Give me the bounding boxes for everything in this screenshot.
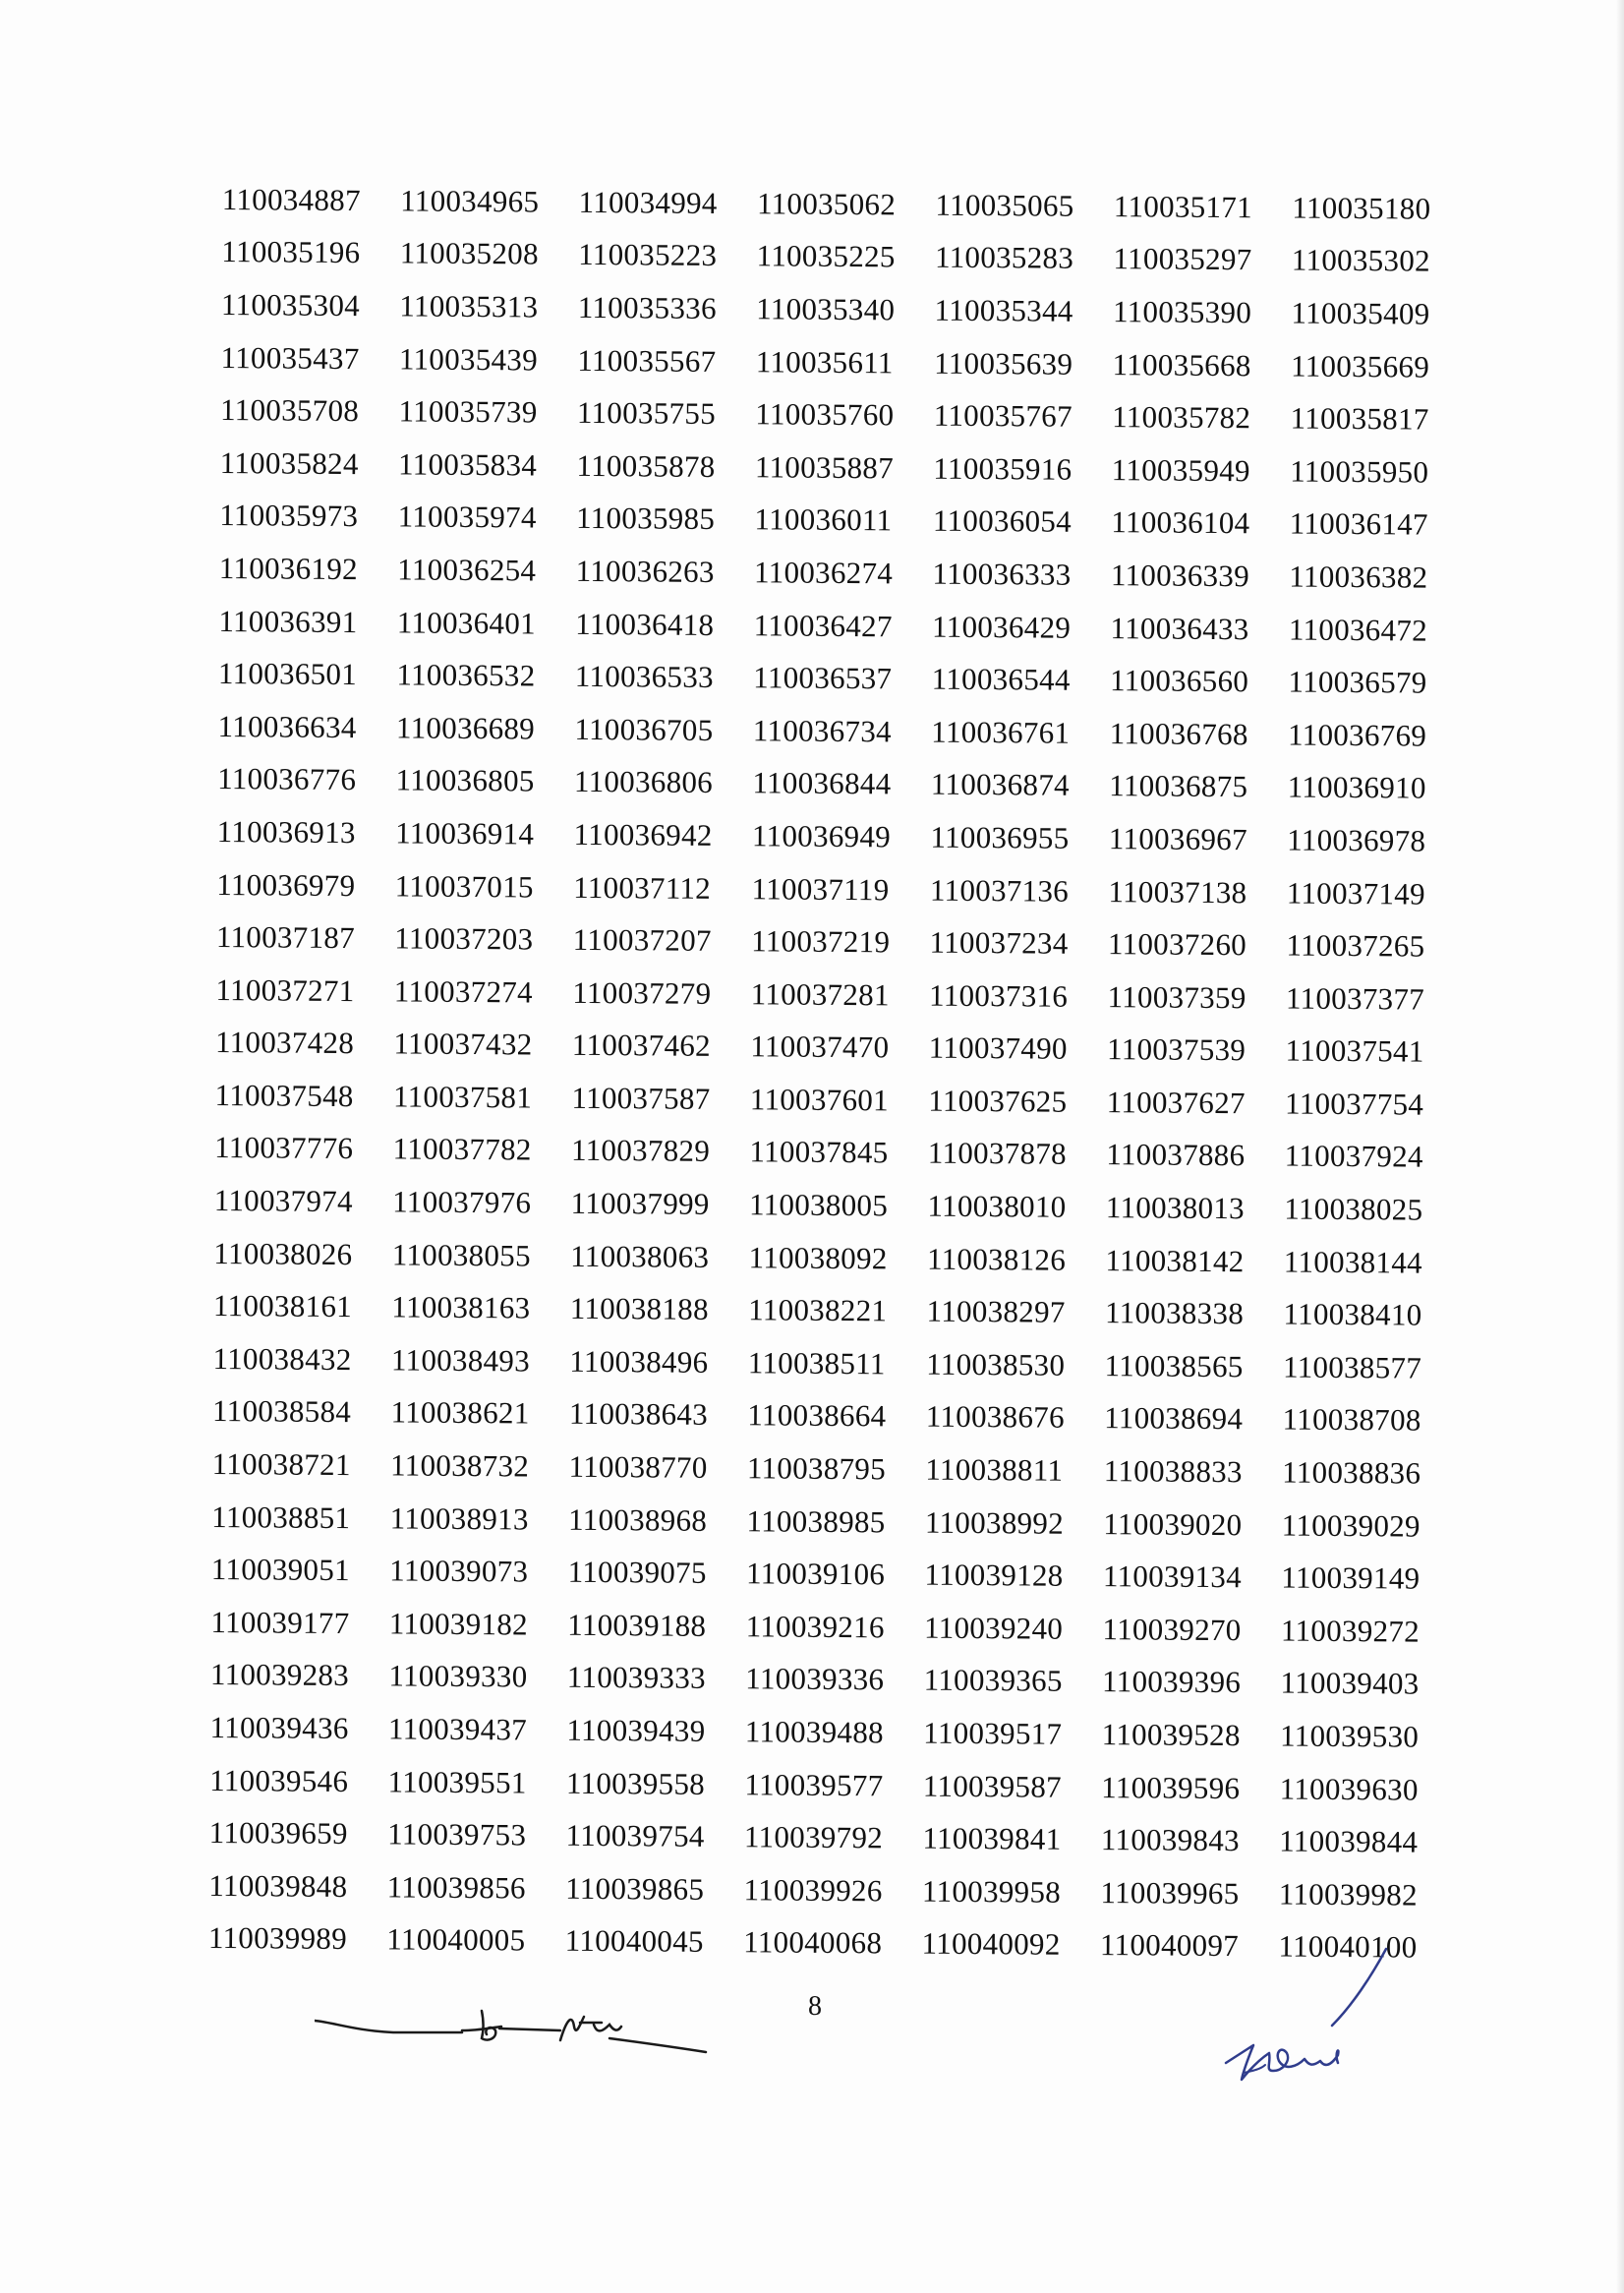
roll-number-cell: 110037587 — [571, 1080, 711, 1116]
roll-number-cell: 110037136 — [929, 872, 1070, 909]
roll-number-cell: 110036339 — [1110, 558, 1250, 594]
roll-number-cell: 110035974 — [397, 499, 537, 535]
table-row — [216, 858, 1465, 921]
roll-number-cell: 110039020 — [1103, 1505, 1243, 1542]
roll-number-cell: 110039149 — [1281, 1559, 1421, 1596]
table-row — [221, 278, 1470, 341]
roll-number-cell: 110038708 — [1282, 1401, 1421, 1439]
roll-number-cell: 110035760 — [755, 396, 895, 433]
roll-number-cell: 110039754 — [565, 1818, 705, 1854]
roll-number-cell: 110037187 — [215, 919, 356, 956]
roll-number-cell: 110039272 — [1280, 1613, 1421, 1649]
roll-number-cell: 110039106 — [745, 1556, 886, 1592]
roll-number-cell: 110036955 — [930, 819, 1070, 855]
roll-number-cell: 110037234 — [929, 924, 1069, 961]
roll-number-cell: 110040005 — [386, 1921, 526, 1958]
roll-number-cell: 110039051 — [210, 1552, 351, 1588]
table-row — [209, 1701, 1458, 1764]
roll-number-cell: 110035065 — [935, 187, 1074, 223]
roll-number-cell: 110035180 — [1292, 190, 1431, 226]
roll-number-cell: 110039856 — [386, 1869, 526, 1906]
roll-number-cell: 110039073 — [389, 1553, 529, 1589]
roll-number-cell: 110038511 — [747, 1345, 886, 1382]
roll-number-cell: 110035225 — [756, 238, 896, 274]
roll-number-cell: 110038055 — [391, 1237, 531, 1273]
table-row — [209, 1754, 1458, 1817]
roll-number-cell: 110039365 — [923, 1663, 1063, 1699]
roll-number-cell: 110038432 — [212, 1340, 352, 1377]
table-row — [215, 1016, 1464, 1079]
roll-number-cell: 110038584 — [211, 1393, 352, 1430]
roll-number-cell: 110038063 — [570, 1238, 710, 1274]
roll-number-cell: 110036427 — [753, 607, 893, 643]
roll-number-cell: 110038221 — [748, 1292, 888, 1328]
roll-number-cell: 110035313 — [399, 288, 539, 324]
roll-number-cell: 110036942 — [573, 816, 713, 853]
roll-number-cell: 110038493 — [390, 1342, 531, 1379]
roll-number-cell: 110037260 — [1107, 926, 1247, 963]
roll-number-cell: 110034887 — [221, 181, 361, 217]
roll-number-cell: 110036382 — [1289, 559, 1428, 595]
table-row — [208, 1859, 1457, 1922]
table-row — [210, 1596, 1459, 1659]
roll-number-cell: 110036391 — [218, 603, 358, 639]
roll-number-cell: 110037316 — [929, 977, 1069, 1014]
roll-number-cell: 110038297 — [926, 1293, 1066, 1330]
roll-number-cell: 110039396 — [1101, 1664, 1242, 1700]
roll-number-cell: 110039792 — [743, 1819, 884, 1855]
roll-number-cell: 110035196 — [221, 234, 361, 270]
roll-number-cell: 110039075 — [567, 1555, 707, 1591]
roll-number-cell: 110037279 — [572, 974, 712, 1011]
roll-number-cell: 110037976 — [392, 1184, 532, 1220]
roll-number-cell: 110036913 — [216, 813, 356, 851]
roll-number-cell: 110036429 — [931, 609, 1072, 645]
roll-number-cell: 110035668 — [1112, 346, 1251, 382]
roll-number-cell: 110038126 — [926, 1241, 1067, 1277]
roll-number-cell: 110037490 — [928, 1029, 1068, 1067]
roll-number-cell: 110038496 — [569, 1343, 709, 1380]
roll-number-cell: 110039134 — [1102, 1558, 1243, 1595]
roll-number-cell: 110036634 — [217, 708, 357, 744]
roll-number-cell: 110039128 — [924, 1557, 1064, 1593]
roll-number-cell: 110039488 — [744, 1714, 885, 1750]
roll-number-cell: 110040045 — [564, 1923, 704, 1960]
roll-number-cell: 110035878 — [576, 447, 716, 484]
roll-number-cell: 110035304 — [220, 286, 361, 323]
left-signature — [315, 2001, 708, 2070]
table-row — [217, 805, 1466, 868]
table-row — [219, 542, 1468, 605]
roll-number-cell: 110039659 — [208, 1815, 348, 1852]
roll-number-cell: 110039958 — [921, 1873, 1062, 1910]
roll-number-cell: 110035567 — [577, 342, 717, 379]
roll-number-cell: 110034994 — [578, 184, 718, 220]
roll-number-cell: 110039558 — [565, 1765, 706, 1801]
roll-number-cell: 110039216 — [745, 1609, 885, 1645]
scan-edge — [1616, 0, 1624, 2293]
table-row — [211, 1438, 1460, 1500]
roll-number-cell: 110038676 — [925, 1399, 1065, 1436]
table-row — [221, 226, 1470, 289]
roll-number-cell: 110035344 — [934, 292, 1073, 328]
roll-number-cell: 110037829 — [570, 1133, 711, 1169]
roll-number-cell: 110038005 — [748, 1187, 889, 1223]
roll-number-cell: 110037776 — [214, 1130, 354, 1166]
roll-number-cell: 110038161 — [212, 1288, 353, 1324]
roll-number-cell: 110036401 — [396, 604, 537, 641]
right-signature — [1214, 1947, 1401, 2104]
roll-number-cell: 110036761 — [931, 714, 1071, 750]
roll-number-cell: 110035824 — [219, 444, 359, 481]
roll-number-cell: 110037924 — [1284, 1139, 1423, 1175]
roll-number-cell: 110038338 — [1104, 1295, 1245, 1331]
roll-number-cell: 110036537 — [753, 660, 893, 696]
roll-number-cell: 110035949 — [1111, 451, 1250, 488]
roll-number-cell: 110038992 — [924, 1504, 1065, 1541]
roll-number-cell: 110034965 — [400, 183, 540, 219]
table-row — [211, 1543, 1460, 1606]
roll-number-cell: 110038577 — [1282, 1349, 1422, 1385]
roll-number-cell: 110040092 — [921, 1926, 1061, 1963]
roll-number-cell: 110035817 — [1290, 400, 1429, 437]
roll-number-cell: 110035669 — [1290, 348, 1430, 384]
roll-number-cell: 110038025 — [1284, 1191, 1423, 1227]
roll-number-cell: 110040097 — [1099, 1927, 1240, 1964]
roll-number-cell: 110037377 — [1285, 980, 1425, 1017]
roll-number-cell: 110038795 — [746, 1450, 887, 1487]
table-row — [216, 911, 1465, 973]
roll-number-cell: 110039439 — [566, 1712, 706, 1748]
roll-number-cell: 110036254 — [397, 552, 537, 588]
roll-number-cell: 110038144 — [1283, 1244, 1423, 1280]
roll-number-cell: 110035062 — [756, 186, 897, 222]
roll-number-cell: 110037539 — [1107, 1031, 1247, 1068]
roll-number-cell: 110036263 — [575, 553, 715, 589]
table-row — [220, 383, 1469, 446]
roll-number-cell: 110035973 — [219, 498, 359, 534]
roll-number-cell: 110039844 — [1279, 1823, 1419, 1859]
roll-number-cell: 110039182 — [388, 1606, 529, 1642]
roll-number-cell: 110035782 — [1112, 399, 1251, 436]
roll-number-cell: 110036979 — [216, 866, 356, 903]
roll-number-cell: 110037754 — [1284, 1086, 1424, 1122]
table-row — [219, 490, 1468, 553]
table-row — [212, 1332, 1461, 1395]
roll-number-cell: 110038643 — [568, 1396, 709, 1433]
roll-number-cell: 110035208 — [399, 235, 539, 271]
roll-number-cell: 110037271 — [215, 971, 355, 1008]
roll-number-cell: 110037138 — [1108, 873, 1247, 910]
roll-number-cell: 110039188 — [567, 1607, 707, 1643]
table-row — [212, 1385, 1461, 1448]
roll-number-cell: 110039982 — [1278, 1876, 1419, 1912]
roll-number-cell: 110036967 — [1108, 821, 1248, 857]
table-row — [222, 173, 1471, 236]
roll-number-cell: 110037974 — [213, 1183, 353, 1219]
table-row — [217, 700, 1466, 763]
roll-number-cell: 110036104 — [1111, 504, 1250, 541]
table-row — [213, 1279, 1462, 1342]
roll-number-cell: 110039965 — [1100, 1874, 1240, 1911]
table-row — [209, 1806, 1458, 1869]
roll-number-cell: 110036949 — [751, 818, 892, 854]
roll-number-cell: 110039587 — [922, 1768, 1063, 1804]
roll-number-cell: 110036433 — [1110, 610, 1249, 646]
roll-number-cell: 110037112 — [573, 869, 712, 906]
roll-number-cell: 110039551 — [387, 1763, 527, 1800]
roll-number-cell: 110035439 — [398, 340, 539, 378]
roll-number-cell: 110037625 — [928, 1083, 1068, 1119]
roll-number-cell: 110036579 — [1288, 664, 1427, 700]
roll-number-cell: 110038010 — [927, 1188, 1067, 1224]
roll-number-cell: 110036844 — [752, 765, 892, 801]
roll-number-cell: 110035297 — [1113, 241, 1252, 277]
roll-number-cell: 110038721 — [211, 1446, 351, 1483]
roll-number-cell: 110038163 — [391, 1289, 531, 1325]
table-row — [219, 437, 1468, 500]
roll-number-cell: 110039577 — [744, 1766, 884, 1802]
roll-number-cell: 110038410 — [1283, 1296, 1422, 1332]
roll-number-cell: 110038770 — [568, 1448, 708, 1485]
roll-number-cell: 110035708 — [219, 392, 360, 429]
roll-number-cell: 110037470 — [750, 1029, 890, 1065]
roll-number-cell: 110036914 — [395, 815, 535, 852]
roll-number-cell: 110035171 — [1113, 188, 1253, 225]
roll-number-cell: 110036689 — [395, 710, 536, 746]
roll-number-cell: 110037274 — [393, 973, 534, 1010]
roll-number-cell: 110038621 — [390, 1394, 530, 1431]
roll-number-cell: 110038188 — [569, 1291, 709, 1327]
roll-number-cell: 110039630 — [1279, 1771, 1419, 1807]
roll-number-cell: 110038026 — [213, 1235, 353, 1271]
roll-number-cell: 110039865 — [565, 1870, 705, 1907]
roll-number-cell: 110037601 — [749, 1082, 890, 1118]
roll-number-cell: 110035950 — [1290, 453, 1429, 490]
roll-number-cell: 110037999 — [570, 1185, 710, 1222]
roll-number-cell: 110038732 — [389, 1447, 530, 1484]
roll-number-cell: 110036054 — [932, 503, 1073, 540]
roll-number-cell: 110039177 — [210, 1604, 350, 1640]
roll-number-cell: 110039841 — [922, 1820, 1062, 1856]
roll-number-cell: 110037845 — [749, 1134, 889, 1170]
roll-number-cell: 110039270 — [1102, 1611, 1242, 1648]
roll-number-cell: 110038664 — [747, 1397, 887, 1434]
table-row — [214, 1122, 1463, 1185]
roll-number-cell: 110035336 — [577, 289, 717, 325]
roll-number-cell: 110039240 — [923, 1610, 1064, 1646]
roll-number-cell: 110037878 — [927, 1136, 1068, 1172]
roll-number-cell: 110039530 — [1279, 1718, 1420, 1754]
roll-number-cell: 110037627 — [1106, 1084, 1246, 1121]
roll-number-cell: 110036875 — [1109, 768, 1248, 804]
roll-number-cell: 110038811 — [925, 1451, 1064, 1488]
roll-number-cell: 110035887 — [754, 449, 895, 486]
roll-number-cell: 110038851 — [211, 1499, 351, 1535]
roll-number-cell: 110039926 — [743, 1872, 883, 1909]
roll-number-cell: 110038968 — [567, 1501, 708, 1538]
roll-number-cell: 110036274 — [753, 555, 894, 591]
roll-number-cell: 110039843 — [1100, 1822, 1241, 1858]
table-row — [214, 1174, 1463, 1237]
roll-number-cell: 110039336 — [745, 1661, 885, 1697]
roll-number-cell: 110037432 — [393, 1026, 533, 1062]
roll-number-cell: 110035916 — [933, 450, 1073, 487]
roll-number-cell: 110039517 — [923, 1715, 1063, 1751]
roll-number-cell: 110037886 — [1106, 1137, 1246, 1173]
roll-number-cell: 110037015 — [394, 867, 534, 905]
roll-number-cell: 110036532 — [396, 657, 536, 693]
roll-number-cell: 110038013 — [1105, 1190, 1246, 1226]
table-row — [214, 1069, 1463, 1132]
roll-number-cell: 110039546 — [209, 1762, 349, 1798]
roll-number-cell: 110036011 — [754, 501, 893, 538]
table-row — [218, 647, 1467, 710]
roll-number-cell: 110035639 — [934, 345, 1073, 382]
roll-number-cell: 110035611 — [755, 343, 894, 380]
roll-number-cell: 110040100 — [1278, 1928, 1418, 1965]
roll-number-cell: 110039437 — [387, 1711, 528, 1747]
roll-number-cell: 110037428 — [214, 1025, 355, 1061]
roll-number-cell: 110036544 — [931, 661, 1071, 697]
roll-number-cell: 110037119 — [751, 870, 890, 907]
roll-number-cell: 110040068 — [743, 1924, 883, 1961]
roll-number-cell: 110039330 — [388, 1658, 528, 1694]
roll-number-cell: 110036769 — [1287, 717, 1427, 753]
roll-number-cell: 110036192 — [218, 550, 359, 587]
roll-number-cell: 110036560 — [1109, 663, 1249, 699]
roll-number-cell: 110037149 — [1286, 875, 1426, 911]
roll-number-cell: 110035755 — [576, 395, 717, 432]
roll-number-cell: 110039029 — [1281, 1507, 1421, 1544]
roll-number-cell: 110038694 — [1104, 1400, 1244, 1437]
roll-number-table — [208, 173, 1471, 1974]
roll-number-cell: 110036333 — [932, 556, 1072, 592]
roll-number-cell: 110035390 — [1112, 294, 1252, 330]
roll-number-cell: 110035302 — [1291, 242, 1431, 279]
table-row — [210, 1649, 1459, 1712]
roll-number-cell: 110039596 — [1101, 1769, 1241, 1805]
roll-number-cell: 110035985 — [575, 500, 716, 537]
roll-number-cell: 110039403 — [1280, 1665, 1420, 1702]
roll-number-cell: 110039436 — [209, 1709, 349, 1746]
roll-number-cell: 110039753 — [387, 1816, 527, 1852]
roll-number-cell: 110038913 — [389, 1500, 529, 1537]
table-row — [215, 964, 1464, 1027]
roll-number-cell: 110038565 — [1104, 1347, 1244, 1384]
roll-number-cell: 110036533 — [574, 658, 715, 695]
roll-number-cell: 110038836 — [1282, 1454, 1421, 1491]
roll-number-cell: 110037462 — [571, 1028, 712, 1064]
roll-number-cell: 110036734 — [752, 712, 893, 749]
roll-number-cell: 110038530 — [926, 1346, 1066, 1382]
roll-number-cell: 110037203 — [394, 920, 534, 957]
roll-number-cell: 110038142 — [1105, 1242, 1245, 1278]
roll-number-cell: 110035340 — [756, 291, 896, 327]
roll-number-cell: 110037281 — [750, 975, 890, 1013]
roll-number-cell: 110036910 — [1287, 769, 1426, 805]
roll-number-cell: 110038092 — [748, 1239, 888, 1276]
roll-number-cell: 110036978 — [1287, 822, 1426, 858]
roll-number-cell: 110039989 — [207, 1920, 348, 1957]
roll-number-cell: 110036806 — [573, 764, 714, 800]
roll-number-cell: 110037219 — [751, 923, 891, 960]
roll-number-cell: 110037207 — [572, 921, 712, 959]
roll-number-cell: 110037581 — [392, 1079, 533, 1115]
roll-number-cell: 110035223 — [578, 237, 718, 273]
roll-number-cell: 110035437 — [220, 339, 360, 376]
roll-number-cell: 110035739 — [398, 393, 538, 430]
roll-number-cell: 110039848 — [208, 1867, 348, 1904]
roll-number-cell: 110036776 — [217, 761, 357, 797]
page-number: 8 — [808, 1991, 822, 2022]
roll-number-cell: 110037782 — [392, 1131, 532, 1167]
roll-number-cell: 110036472 — [1288, 612, 1428, 648]
roll-number-cell: 110036805 — [395, 762, 535, 798]
roll-number-cell: 110037265 — [1286, 927, 1425, 964]
roll-number-cell: 110038985 — [746, 1502, 886, 1539]
roll-number-cell: 110036768 — [1109, 715, 1248, 751]
roll-number-cell: 110035283 — [934, 240, 1074, 276]
roll-number-cell: 110037359 — [1107, 978, 1247, 1015]
table-row — [217, 753, 1466, 816]
table-row — [220, 331, 1469, 394]
roll-number-cell: 110036874 — [930, 767, 1071, 803]
table-row — [211, 1491, 1460, 1554]
roll-number-cell: 110037548 — [214, 1077, 354, 1113]
table-row — [218, 595, 1467, 658]
roll-number-cell: 110039333 — [566, 1660, 707, 1696]
roll-number-cell: 110036418 — [575, 606, 715, 642]
roll-number-cell: 110036501 — [217, 656, 358, 692]
roll-number-cell: 110037541 — [1285, 1032, 1424, 1069]
roll-number-cell: 110035409 — [1291, 295, 1430, 331]
roll-number-cell: 110036705 — [574, 711, 714, 747]
roll-number-cell: 110035834 — [397, 446, 538, 483]
roll-number-cell: 110038833 — [1103, 1453, 1243, 1490]
roll-number-cell: 110036147 — [1289, 505, 1428, 543]
roll-number-cell: 110039528 — [1101, 1717, 1241, 1753]
roll-number-cell: 110035767 — [933, 397, 1073, 434]
roll-number-cell: 110039283 — [209, 1657, 350, 1693]
table-row — [213, 1227, 1462, 1290]
